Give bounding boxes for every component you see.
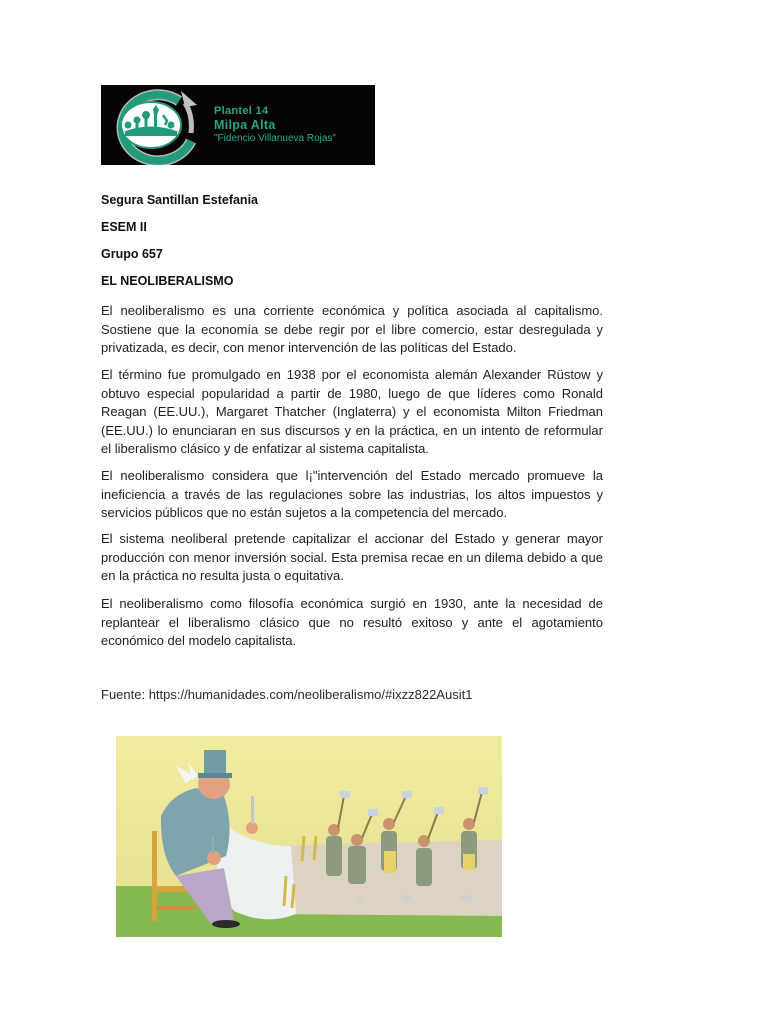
logo-plantel: Plantel 14 (214, 105, 269, 117)
paragraph-2: El término fue promulgado en 1938 por el economista alemán Alexander Rüstow y obtuvo especial popularidad a partir de 1980, luego de que líderes como Ronald Reagan (EE.UU.), Margaret Thatcher (Inglaterra) y el economista Milton Friedman (EE.UU.) lo enunciaran en sus discursos y en la práctica, en un intento de reformular el liberalismo clásico y de enfatizar al sistema capitalista. (101, 367, 603, 456)
logo-school-name: "Fidencio Villanueva Rojas" (214, 133, 336, 144)
cartoon-illustration (116, 736, 502, 937)
logo-campus: Milpa Alta (214, 118, 276, 132)
paragraph-1: El neoliberalismo es una corriente económica y política asociada al capitalismo. Sostiene que la economía se debe regir por el libre comercio, estar desregulada y privatizada, es decir, con menor intervención de las políticas del Estado. (101, 303, 603, 355)
paragraph-5: El neoliberalismo como filosofía económica surgió en 1930, ante la necesidad de replantear el liberalismo clásico que no resultó exitoso y ante el agotamiento económico del modelo capitalista. (101, 596, 603, 648)
logo-text (214, 105, 336, 145)
school-logo (101, 85, 375, 165)
paragraph-4: El sistema neoliberal pretende capitalizar el accionar del Estado y generar mayor producción con menor inversión social. Esta premisa recae en un dilema debido a que en la práctica no resulta justa o equitativa. (101, 531, 603, 583)
neoliberalism-cartoon-icon (116, 736, 502, 937)
source-citation: Fuente: https://humanidades.com/neoliberalismo/#ixzz822Ausit1 (101, 687, 473, 702)
student-name: Segura Santillan Estefania (101, 193, 258, 207)
course-name: ESEM II (101, 220, 147, 234)
group-name: Grupo 657 (101, 247, 163, 261)
document-title: EL NEOLIBERALISMO (101, 274, 234, 288)
paragraph-3: El neoliberalismo considera que l¡"intervención del Estado mercado promueve la ineficiencia a través de las regulaciones sobre las industrias, los altos impuestos y servicios públicos que no están sujetos a la competencia del mercado. (101, 468, 603, 520)
